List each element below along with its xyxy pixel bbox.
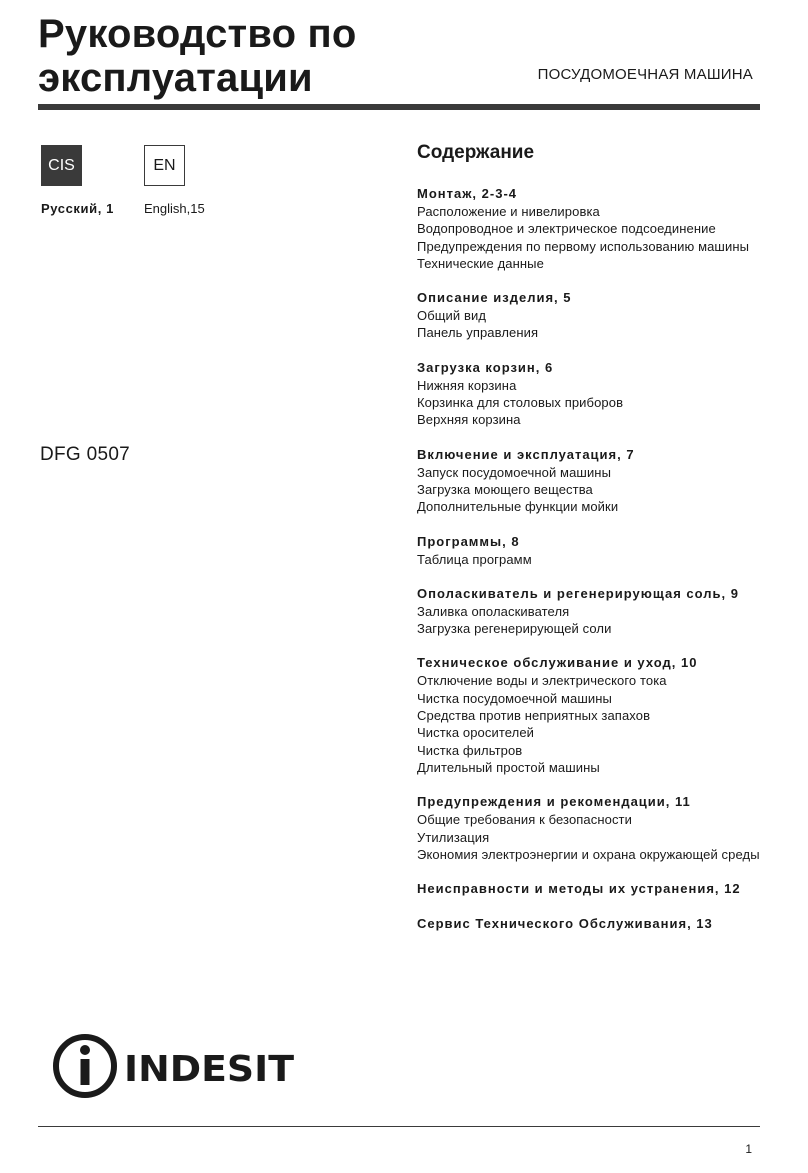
- toc-section: [417, 359, 777, 429]
- toc-section: [417, 533, 777, 568]
- toc-item[interactable]: Верхняя корзина: [417, 412, 521, 428]
- toc-section: [417, 880, 777, 898]
- toc-item[interactable]: Загрузка моющего вещества: [417, 481, 593, 497]
- toc-section-heading[interactable]: Неисправности и методы их устранения, 12: [417, 881, 741, 897]
- toc-section: [417, 446, 777, 516]
- toc-section-heading[interactable]: Сервис Технического Обслуживания, 13: [417, 916, 713, 932]
- model-number: DFG 0507: [40, 444, 131, 465]
- toc-section-heading[interactable]: Предупреждения и рекомендации, 11: [417, 794, 691, 810]
- toc-item[interactable]: Дополнительные функции мойки: [417, 499, 619, 515]
- table-of-contents: [417, 140, 777, 950]
- toc-item[interactable]: Чистка посудомоечной машины: [417, 690, 612, 706]
- toc-item[interactable]: Средства против неприятных запахов: [417, 708, 651, 724]
- toc-item[interactable]: Предупреждения по первому использованию машины: [417, 238, 750, 254]
- toc-item[interactable]: Чистка фильтров: [417, 742, 523, 758]
- toc-section-heading[interactable]: Описание изделия, 5: [417, 290, 572, 306]
- logo-wordmark: INDESIT: [124, 1049, 295, 1090]
- page-title: [38, 12, 458, 100]
- toc-section-heading[interactable]: Включение и эксплуатация, 7: [417, 446, 635, 462]
- toc-section-heading[interactable]: Программы, 8: [417, 533, 520, 549]
- indesit-logo: [52, 1031, 302, 1101]
- header-divider: [38, 104, 760, 110]
- language-label-russian[interactable]: Русский, 1: [41, 201, 114, 216]
- toc-item[interactable]: Водопроводное и электрическое подсоединение: [417, 221, 716, 237]
- toc-section: [417, 289, 777, 342]
- toc-item[interactable]: Панель управления: [417, 325, 539, 341]
- toc-item[interactable]: Экономия электроэнергии и охрана окружающей среды: [417, 846, 760, 862]
- toc-item[interactable]: Утилизация: [417, 829, 490, 845]
- toc-section: [417, 793, 777, 863]
- footer-divider: [38, 1126, 760, 1127]
- toc-section-heading[interactable]: Монтаж, 2-3-4: [417, 186, 518, 201]
- toc-item[interactable]: Отключение воды и электрического тока: [417, 673, 667, 689]
- toc-sections: [417, 185, 777, 933]
- toc-item[interactable]: Нижняя корзина: [417, 377, 517, 393]
- page-number: 1: [745, 1142, 752, 1156]
- toc-item[interactable]: Технические данные: [417, 255, 544, 271]
- toc-section-heading[interactable]: Загрузка корзин, 6: [417, 359, 554, 375]
- toc-section: [417, 185, 777, 272]
- toc-section: [417, 915, 777, 933]
- title-line-1: Руководство по: [38, 12, 357, 56]
- title-line-2: эксплуатации: [38, 56, 313, 100]
- toc-section: [417, 585, 777, 638]
- language-badge-en[interactable]: EN: [144, 145, 185, 186]
- toc-section: [417, 654, 777, 776]
- product-type: ПОСУДОМОЕЧНАЯ МАШИНА: [537, 66, 753, 83]
- toc-section-heading[interactable]: Техническое обслуживание и уход, 10: [417, 655, 698, 671]
- toc-item[interactable]: Общий вид: [417, 308, 487, 324]
- toc-item[interactable]: Расположение и нивелировка: [417, 204, 600, 219]
- toc-section-heading[interactable]: Ополаскиватель и регенерирующая соль, 9: [417, 585, 739, 601]
- toc-item[interactable]: Корзинка для столовых приборов: [417, 395, 624, 411]
- language-label-english[interactable]: English,15: [144, 201, 205, 216]
- toc-title: Содержание: [417, 142, 535, 163]
- toc-item[interactable]: Общие требования к безопасности: [417, 812, 632, 828]
- language-badge-cis[interactable]: CIS: [41, 145, 82, 186]
- toc-item[interactable]: Чистка оросителей: [417, 725, 535, 741]
- toc-item[interactable]: Заливка ополаскивателя: [417, 603, 570, 619]
- toc-item[interactable]: Длительный простой машины: [417, 759, 600, 775]
- toc-item[interactable]: Запуск посудомоечной машины: [417, 464, 612, 480]
- toc-item[interactable]: Загрузка регенерирующей соли: [417, 621, 612, 637]
- toc-item[interactable]: Таблица программ: [417, 551, 532, 567]
